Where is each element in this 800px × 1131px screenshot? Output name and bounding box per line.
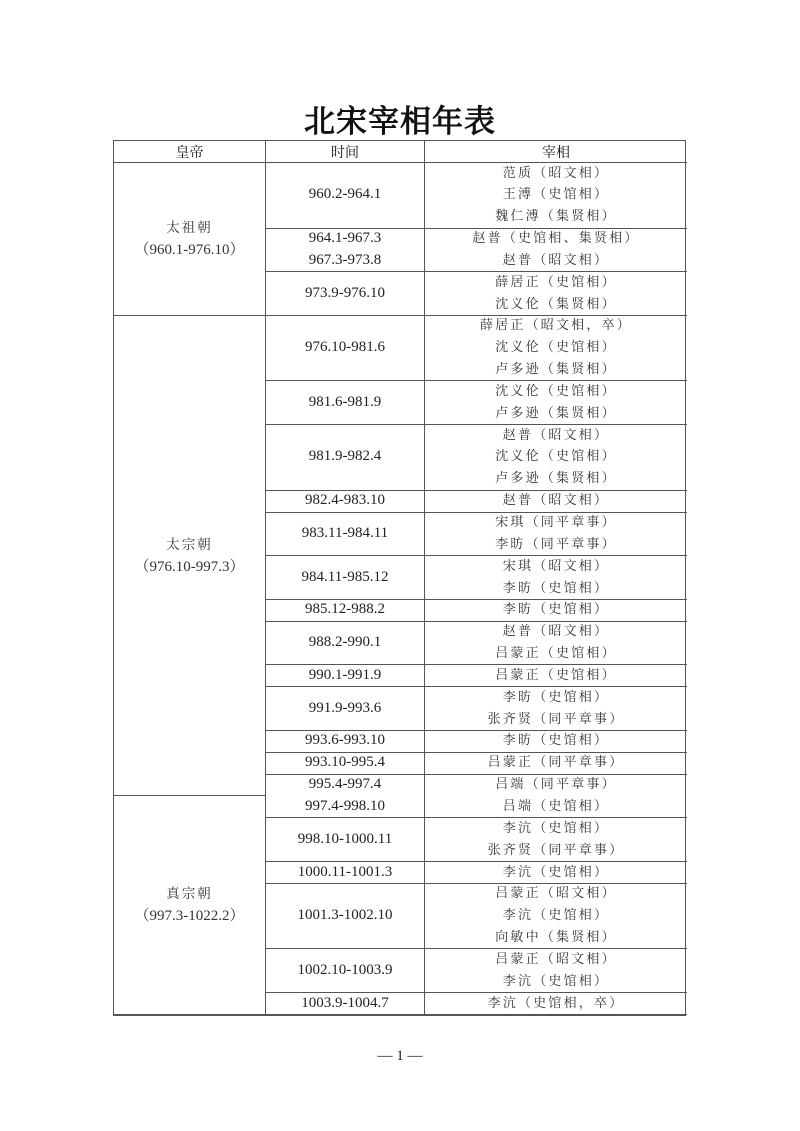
- chancellor-name: 宋琪（昭文相）: [502, 558, 610, 574]
- chancellor-name: 范质（昭文相）: [502, 165, 610, 181]
- period-cell: [266, 993, 425, 1015]
- chancellor-name: 张齐贤（同平章事）: [487, 711, 625, 727]
- period-text: 1002.10-1003.9: [297, 961, 393, 978]
- period-text: 960.2-964.1: [308, 186, 382, 203]
- document-title: 北宋宰相年表: [304, 104, 496, 140]
- period-text: 976.10-981.6: [305, 339, 385, 356]
- period-cell: [266, 753, 425, 775]
- chancellor-name: 赵普（昭文相）: [502, 624, 610, 640]
- emperor-years: （960.1-976.10）: [134, 241, 245, 258]
- chancellor-name: 吕端（同平章事）: [495, 777, 617, 793]
- chancellor-name: 吕蒙正（同平章事）: [487, 755, 625, 771]
- period-cell: [266, 556, 425, 600]
- chancellor-name: 王溥（史馆相）: [502, 187, 610, 203]
- chancellor-name: 吕端（史馆相）: [502, 798, 610, 814]
- chancellor-cell: [425, 665, 687, 687]
- chancellor-name: 宋琪（同平章事）: [495, 515, 617, 530]
- column-header: [425, 141, 687, 163]
- period-text: 985.12-988.2: [305, 601, 385, 618]
- chancellor-name: 李昉（史馆相）: [502, 733, 610, 749]
- chancellor-name: 李沆（史馆相）: [502, 973, 610, 989]
- chancellor-cell: [425, 229, 687, 273]
- period-cell: [266, 491, 425, 513]
- period-cell: [266, 600, 425, 622]
- period-text: 993.10-995.4: [305, 754, 385, 771]
- page-number: — 1 —: [377, 1048, 423, 1064]
- period-text: 995.4-997.4: [308, 776, 382, 793]
- period-cell: [266, 665, 425, 687]
- chancellor-name: 向敏中（集贤相）: [495, 930, 617, 946]
- period-text: 997.4-998.10: [305, 797, 385, 814]
- column-header-label: 皇帝: [175, 144, 204, 161]
- chancellor-name: 李昉（史馆相）: [502, 689, 610, 705]
- column-header-label: 宰相: [542, 144, 570, 161]
- chancellor-name: 赵普（史馆相、集贤相）: [472, 231, 640, 247]
- chancellor-name: 赵普（昭文相）: [502, 252, 610, 268]
- period-cell: [266, 687, 425, 731]
- period-cell: [266, 272, 425, 316]
- chancellor-cell: [425, 513, 687, 557]
- chancellor-name: 李昉（史馆相）: [502, 580, 610, 596]
- chancellor-name: 沈义伦（集贤相）: [495, 296, 617, 312]
- chancellor-cell: [425, 862, 687, 884]
- chancellor-name: 李沆（史馆相，卒）: [487, 995, 625, 1011]
- emperor-name: 真宗朝: [166, 886, 213, 903]
- chancellor-name: 李沆（史馆相）: [502, 908, 610, 924]
- emperor-cell: [114, 316, 266, 797]
- period-cell: [266, 622, 425, 666]
- emperor-name: 太祖朝: [166, 219, 213, 236]
- chancellor-cell: [425, 556, 687, 600]
- period-text: 982.4-983.10: [305, 492, 385, 509]
- chancellor-name: 李沆（史馆相）: [502, 820, 610, 836]
- chancellor-cell: [425, 818, 687, 862]
- period-text: 984.11-985.12: [301, 568, 389, 585]
- chancellor-cell: [425, 622, 687, 666]
- column-header: [266, 141, 425, 163]
- period-cell: [266, 884, 425, 950]
- chancellor-cell: [425, 949, 687, 993]
- period-text: 967.3-973.8: [308, 251, 382, 268]
- chancellor-cell: [425, 993, 687, 1015]
- period-text: 983.11-984.11: [301, 524, 389, 541]
- chancellor-name: 吕蒙正（昭文相）: [495, 886, 617, 902]
- chancellor-cell: [425, 753, 687, 775]
- chancellor-name: 李昉（同平章事）: [495, 536, 617, 552]
- period-cell: [266, 381, 425, 425]
- chancellor-name: 李昉（史馆相）: [502, 602, 610, 618]
- period-text: 1003.9-1004.7: [301, 994, 389, 1011]
- period-text: 1001.3-1002.10: [297, 907, 393, 924]
- chancellor-name: 赵普（昭文相）: [502, 427, 610, 443]
- chancellor-name: 赵普（昭文相）: [502, 493, 610, 509]
- chancellor-cell: [425, 272, 687, 316]
- period-text: 993.6-993.10: [305, 732, 385, 749]
- chancellor-cell: [425, 775, 687, 819]
- period-text: 981.6-981.9: [308, 393, 382, 410]
- emperor-name: 太宗朝: [166, 536, 213, 553]
- chancellor-name: 吕蒙正（史馆相）: [495, 646, 617, 662]
- column-header-label: 时间: [331, 144, 359, 161]
- period-text: 964.1-967.3: [308, 230, 382, 247]
- chancellor-table: [113, 140, 686, 1016]
- emperor-years: （997.3-1022.2）: [134, 908, 245, 925]
- period-text: 988.2-990.1: [308, 634, 382, 651]
- chancellor-name: 沈义伦（史馆相）: [495, 383, 617, 399]
- period-cell: [266, 163, 425, 229]
- period-cell: [266, 862, 425, 884]
- emperor-cell: [114, 163, 266, 316]
- period-cell: [266, 316, 425, 382]
- chancellor-name: 李沆（史馆相）: [502, 864, 610, 880]
- chancellor-cell: [425, 884, 687, 950]
- chancellor-name: 薛居正（昭文相，卒）: [479, 318, 632, 334]
- period-text: 1000.11-1001.3: [297, 863, 393, 880]
- chancellor-name: 沈义伦（史馆相）: [495, 449, 617, 465]
- chancellor-name: 吕蒙正（昭文相）: [495, 951, 617, 967]
- period-text: 981.9-982.4: [308, 448, 382, 465]
- period-text: 973.9-976.10: [305, 284, 385, 301]
- chancellor-cell: [425, 425, 687, 491]
- chancellor-name: 卢多逊（集贤相）: [495, 405, 617, 421]
- chancellor-name: 薛居正（史馆相）: [495, 274, 617, 290]
- period-cell: [266, 229, 425, 273]
- emperor-years: （976.10-997.3）: [134, 558, 245, 575]
- chancellor-name: 吕蒙正（史馆相）: [495, 667, 617, 683]
- period-cell: [266, 775, 425, 819]
- chancellor-name: 张齐贤（同平章事）: [487, 842, 625, 858]
- chancellor-name: 魏仁溥（集贤相）: [495, 209, 617, 225]
- chancellor-cell: [425, 491, 687, 513]
- chancellor-name: 卢多逊（集贤相）: [495, 471, 617, 487]
- chancellor-cell: [425, 600, 687, 622]
- chancellor-name: 沈义伦（史馆相）: [495, 340, 617, 356]
- period-cell: [266, 949, 425, 993]
- column-header: [114, 141, 266, 163]
- emperor-cell: [114, 796, 266, 1014]
- period-text: 991.9-993.6: [308, 699, 382, 716]
- period-cell: [266, 731, 425, 753]
- chancellor-cell: [425, 381, 687, 425]
- chancellor-name: 卢多逊（集贤相）: [495, 362, 617, 378]
- period-cell: [266, 818, 425, 862]
- chancellor-cell: [425, 687, 687, 731]
- period-cell: [266, 425, 425, 491]
- chancellor-cell: [425, 731, 687, 753]
- chancellor-cell: [425, 163, 687, 229]
- period-cell: [266, 513, 425, 557]
- period-text: 990.1-991.9: [308, 666, 382, 683]
- chancellor-cell: [425, 316, 687, 382]
- period-text: 998.10-1000.11: [297, 830, 393, 847]
